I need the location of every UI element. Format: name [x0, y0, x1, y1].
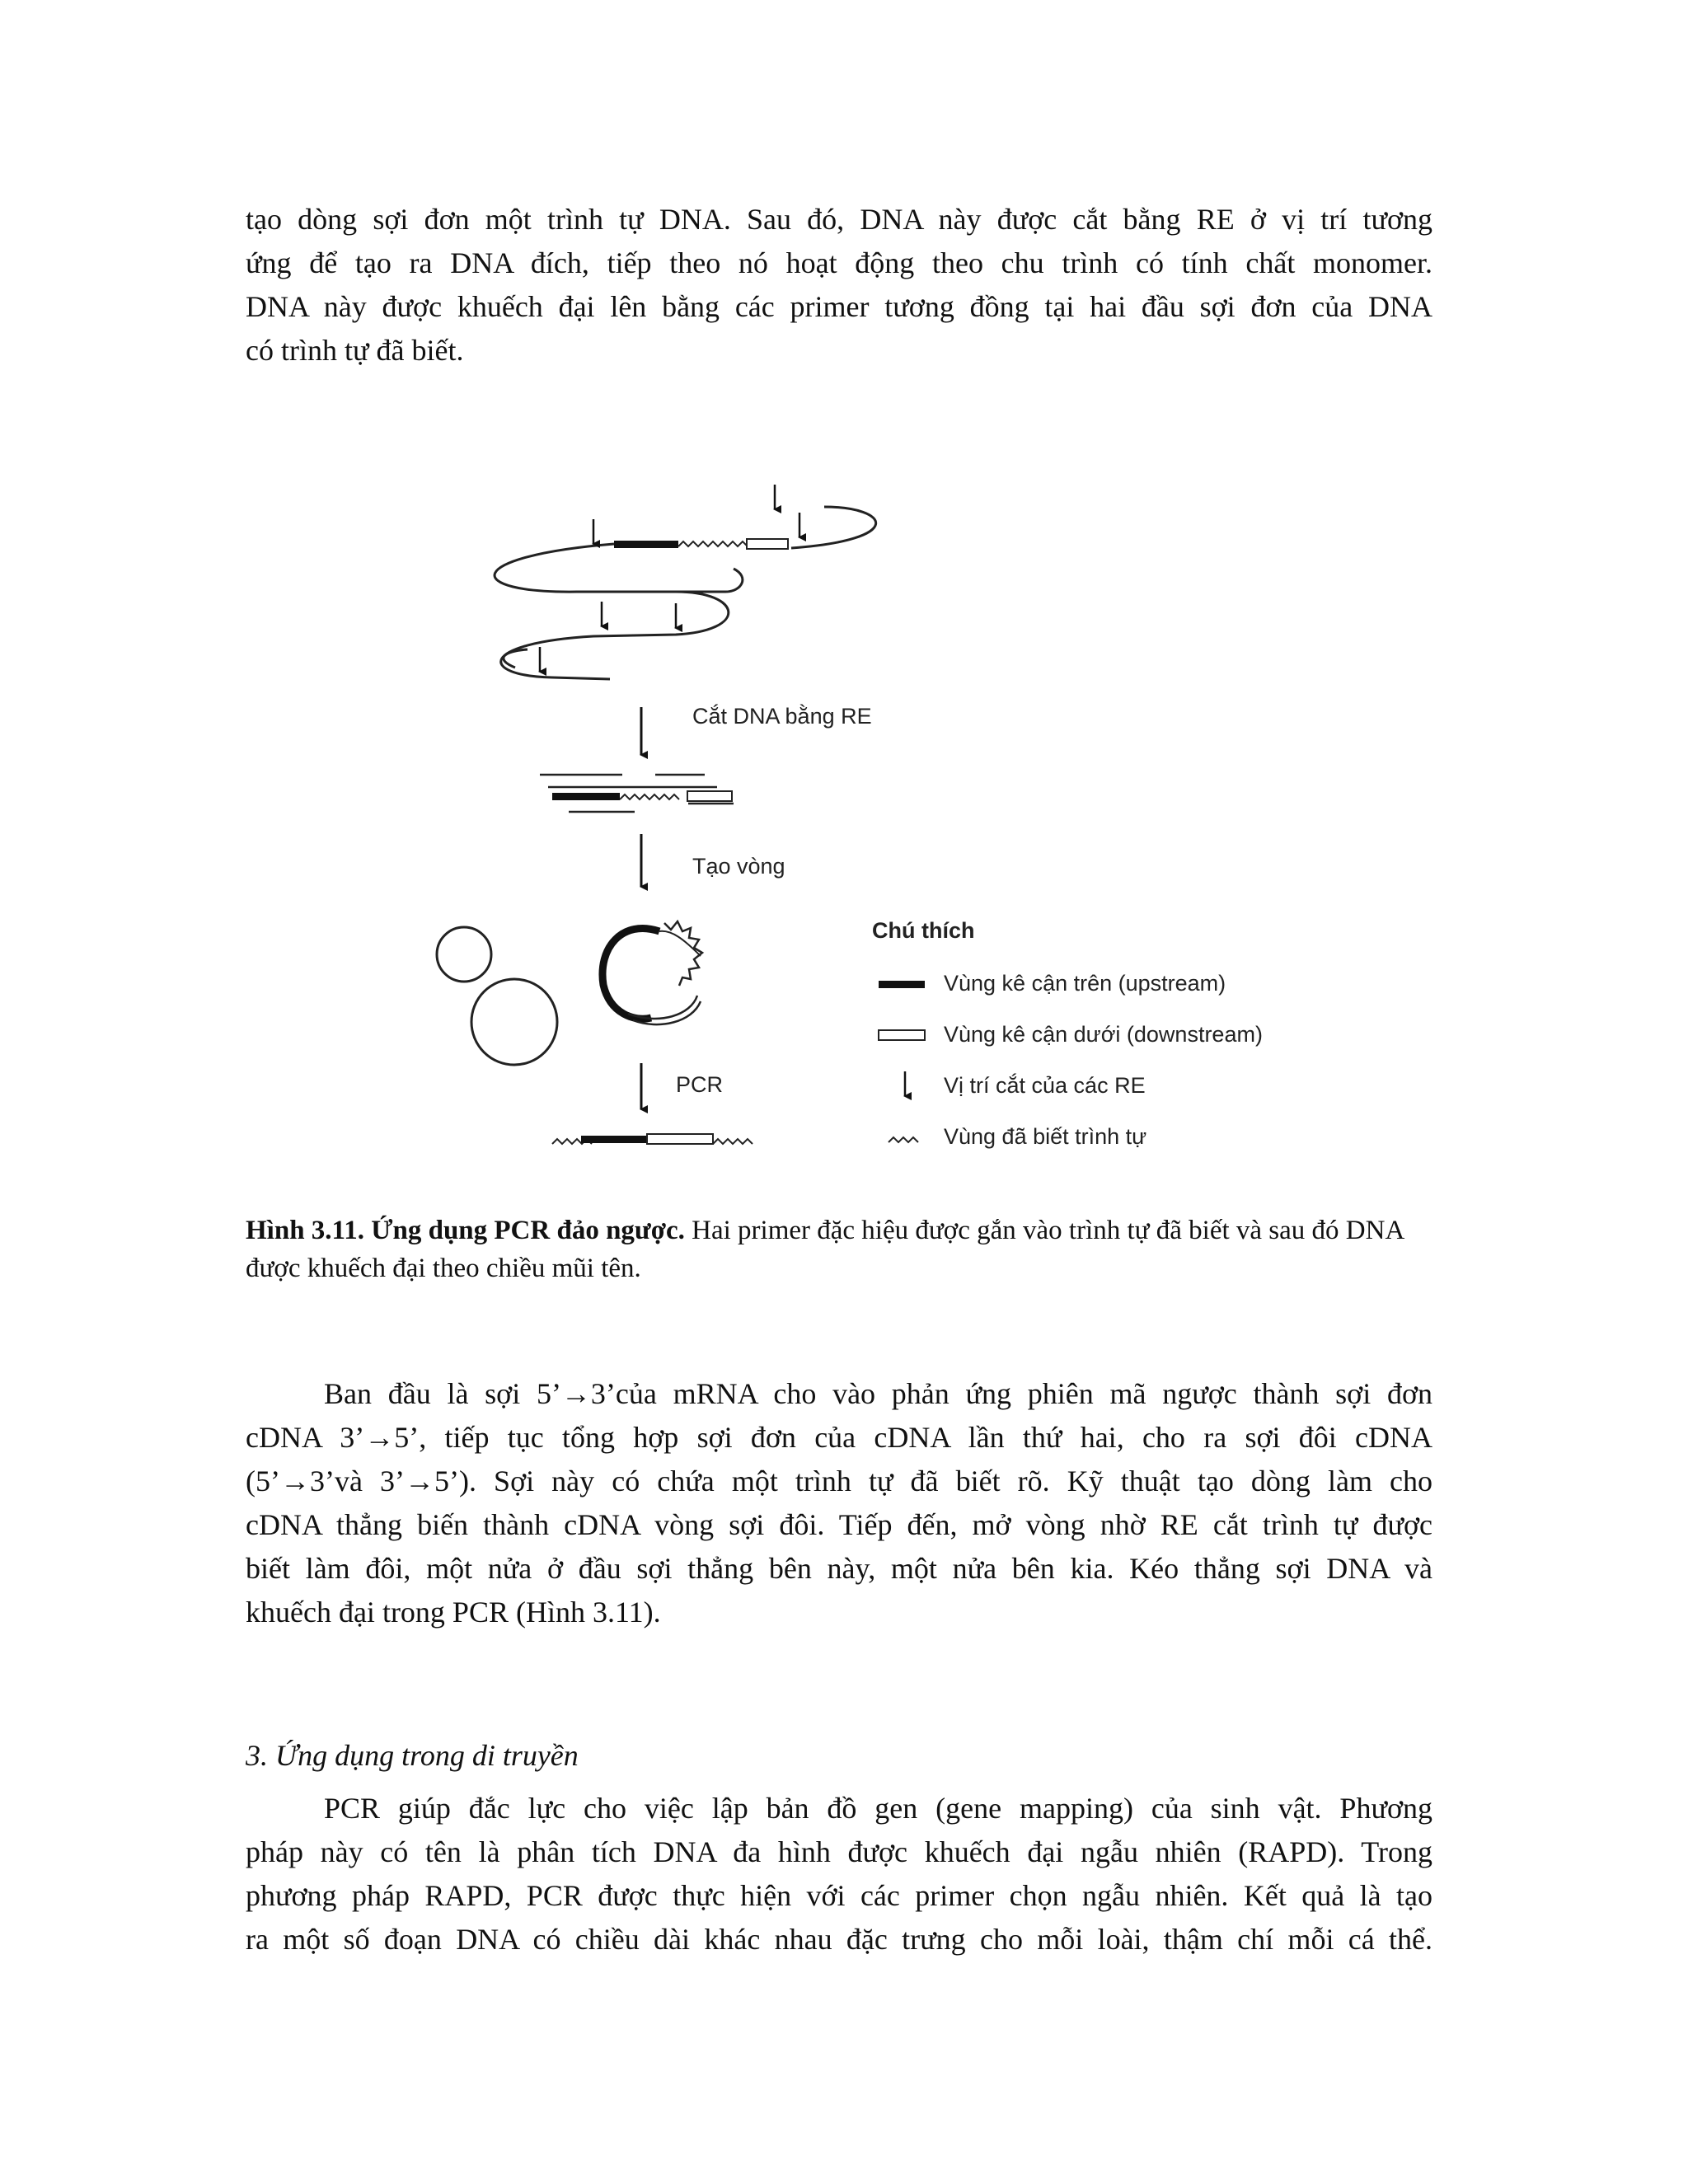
small-circle — [437, 927, 491, 982]
text-line: (5’→3’và 3’→5’). Sợi này có chứa một trình tự đã biết rõ. Kỹ thuật tạo dòng làm cho — [246, 1465, 1432, 1497]
legend — [872, 918, 1263, 1149]
step2-label: Tạo vòng — [692, 854, 785, 879]
text-line: cDNA 3’→5’, tiếp tục tổng hợp sợi đơn của cDNA lần thứ hai, cho ra sợi đôi cDNA — [246, 1421, 1432, 1454]
legend-symbol-open-bar — [879, 1030, 925, 1040]
caption-label: Hình 3.11. Ứng dụng PCR đảo ngược. — [246, 1216, 685, 1245]
caption-text: Hai primer đặc hiệu được gắn vào trình tự đã biết và sau đó DNA được khuếch đại theo chiều mũi tên. — [246, 1216, 1404, 1283]
inverse-pcr-figure — [0, 462, 1688, 1170]
step1-label: Cắt DNA bằng RE — [692, 704, 872, 729]
middle-paragraph — [246, 1372, 1432, 1634]
legend-symbol-wave — [889, 1137, 918, 1142]
figure-caption — [246, 1212, 1432, 1287]
downstream-region — [647, 1134, 713, 1144]
large-circle — [471, 979, 557, 1065]
text-line: tạo dòng sợi đơn một trình tự DNA. Sau đó, DNA này được cắt bằng RE ở vị trí tương — [246, 203, 1432, 236]
re-cut-arrows — [540, 485, 799, 672]
circular-dna — [603, 921, 702, 1024]
legend-item-downstream: Vùng kê cận dưới (downstream) — [944, 1022, 1263, 1047]
text-line: DNA này được khuếch đại lên bằng các primer tương đồng tại hai đầu sợi đơn của DNA — [246, 290, 1432, 323]
text-line: pháp này có tên là phân tích DNA đa hình được khuếch đại ngẫu nhiên (RAPD). Trong — [246, 1835, 1432, 1868]
section-heading: 3. Ứng dụng trong di truyền — [246, 1739, 579, 1772]
known-sequence-wave — [678, 541, 748, 546]
section-paragraph — [246, 1787, 1432, 1961]
downstream-region — [747, 539, 788, 549]
legend-item-known-sequence: Vùng đã biết trình tự — [944, 1124, 1147, 1149]
known-sequence-wave — [620, 794, 679, 799]
step3-label: PCR — [676, 1072, 724, 1097]
upstream-region — [552, 793, 620, 800]
text-line: Ban đầu là sợi 5’→3’của mRNA cho vào phản ứng phiên mã ngược thành sợi đơn — [324, 1377, 1432, 1410]
text-line: PCR giúp đắc lực cho việc lập bản đồ gen (gene mapping) của sinh vật. Phương — [324, 1792, 1432, 1825]
upstream-region — [581, 1136, 647, 1143]
coiled-dna-strand — [495, 507, 876, 679]
legend-item-cut-site: Vị trí cắt của các RE — [944, 1073, 1146, 1098]
text-line: cDNA thẳng biến thành cDNA vòng sợi đôi. Tiếp đến, mở vòng nhờ RE cắt trình tự được — [246, 1508, 1432, 1541]
top-paragraph — [246, 198, 1432, 373]
legend-title: Chú thích — [872, 918, 975, 943]
upstream-region — [614, 541, 678, 548]
legend-item-upstream: Vùng kê cận trên (upstream) — [944, 971, 1226, 996]
known-sequence-wave — [713, 1139, 753, 1144]
text-line: ứng để tạo ra DNA đích, tiếp theo nó hoạt động theo chu trình có tính chất monomer. — [246, 246, 1432, 279]
legend-symbol-thick-bar — [879, 981, 925, 988]
downstream-region — [687, 791, 732, 801]
text-line: ra một số đoạn DNA có chiều dài khác nhau đặc trưng cho mỗi loài, thậm chí mỗi cá thể. — [246, 1923, 1432, 1956]
text-line: phương pháp RAPD, PCR được thực hiện với các primer chọn ngẫu nhiên. Kết quả là tạo — [246, 1879, 1432, 1912]
text-line: khuếch đại trong PCR (Hình 3.11). — [246, 1596, 661, 1629]
text-line: có trình tự đã biết. — [246, 334, 464, 367]
text-line: biết làm đôi, một nửa ở đầu sợi thẳng bên này, một nửa bên kia. Kéo thẳng sợi DNA và — [246, 1552, 1432, 1585]
